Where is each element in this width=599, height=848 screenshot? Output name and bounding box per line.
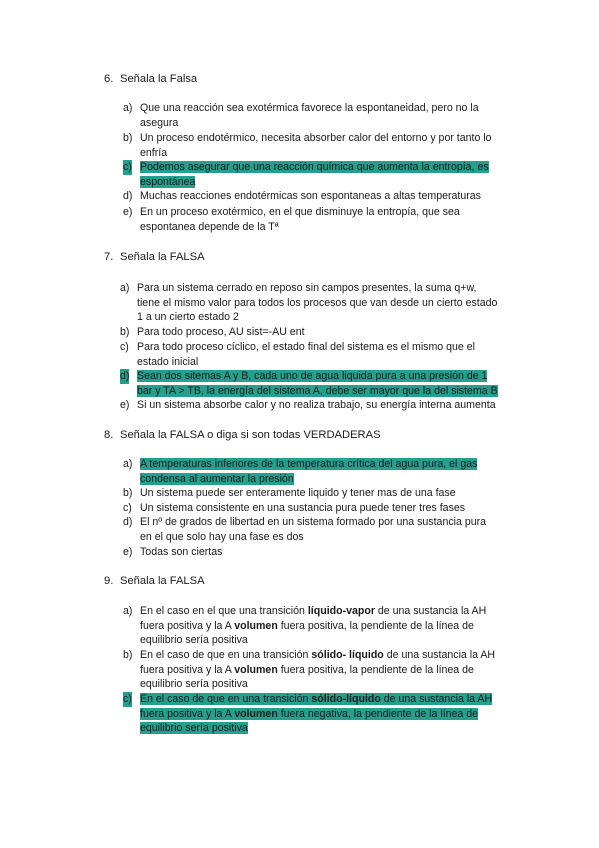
option-line <box>140 633 486 648</box>
option-letter: b) <box>123 132 133 144</box>
question-text: Señala la FALSA o diga si son todas VERDADERAS <box>120 429 381 441</box>
option-line: Un sistema consistente en una sustancia pura puede tener tres fases <box>140 502 466 514</box>
option-text: equilibrio sería positiva <box>140 678 248 691</box>
option-line: asegura <box>140 116 179 129</box>
option-line: En un proceso exotérmico, en el que disminuye la entropía, que sea <box>140 206 460 218</box>
option-line: espontanea depende de la Tª <box>140 220 279 233</box>
option-text: fuera positiva, la pendiente de la línea de <box>277 663 474 676</box>
option-letter: c) <box>123 502 132 514</box>
option-bold-text: sólido- líquido <box>311 649 384 661</box>
option-text: de una sustancia la AH <box>374 605 487 617</box>
option-line: Para todo proceso, AU sist=-AU ent <box>137 326 305 338</box>
option-letter: b) <box>120 326 130 338</box>
option-letter: d) <box>123 190 133 202</box>
option-text: En el caso en el que una transición <box>140 605 308 617</box>
option-bold-text: líquido-vapor <box>307 605 375 617</box>
option-line: en el que solo hay una fase es dos <box>140 530 304 543</box>
option-letter: b) <box>123 487 133 499</box>
option-line: Podemos asegurar que una reacción química que aumenta la entropía, es <box>140 161 489 173</box>
option-letter: a) <box>123 102 133 114</box>
option-line <box>140 619 486 634</box>
option-line <box>140 604 486 619</box>
option-line: enfría <box>140 146 168 159</box>
option-line: tiene el mismo valor para todos los procesos que van desde un cierto estado <box>137 296 498 309</box>
question-number: 8. <box>104 429 114 441</box>
question-number: 6. <box>104 73 114 85</box>
question-number: 9. <box>104 575 114 587</box>
option-bold-text: volumen <box>234 663 278 676</box>
option-line <box>140 677 495 692</box>
option-line: A temperaturas inferiores de la temperatura crítica del agua pura, el gas <box>140 458 478 470</box>
option-text: En el caso de que en una transición <box>140 649 312 661</box>
option-letter: c) <box>120 341 129 353</box>
option-line: Para un sistema cerrado en reposo sin campos presentes, la suma q+w, <box>137 282 477 294</box>
option-letter: e) <box>123 206 133 218</box>
option-text: de una sustancia la AH <box>383 649 496 661</box>
option-line <box>140 648 495 663</box>
option-letter: e) <box>120 399 130 411</box>
option-letter: c) <box>123 161 132 173</box>
option-bold-text: volumen <box>234 707 278 720</box>
option-line: Un sistema puede ser enteramente liquido y tener mas de una fase <box>140 487 456 499</box>
option-letter: e) <box>123 546 133 558</box>
question-text: Señala la FALSA <box>120 251 205 263</box>
question-text: Señala la FALSA <box>120 575 205 587</box>
option-text: fuera positiva y la A <box>140 663 235 676</box>
option-line <box>140 663 495 678</box>
option-letter: d) <box>123 516 133 528</box>
option-line: estado inicial <box>137 355 199 368</box>
option-line: espontánea <box>140 175 196 188</box>
option-bold-text: volumen <box>234 619 278 632</box>
question-title <box>104 250 205 264</box>
option-letter: a) <box>120 282 130 294</box>
option-line: Sean dos sitemas A y B, cada uno de agua liquida pura a una presión de 1 <box>137 370 488 382</box>
option-letter: a) <box>123 605 133 617</box>
option-line: El nº de grados de libertad en un sistema formado por una sustancia pura <box>140 516 487 528</box>
option-line <box>140 692 492 707</box>
option-line: condensa al aumentar la presión <box>140 472 294 485</box>
question-title <box>104 574 205 588</box>
option-letter: d) <box>120 370 130 382</box>
option-letter: a) <box>123 458 133 470</box>
option-line: Si un sistema absorbe calor y no realiza trabajo, su energía interna aumenta <box>137 399 496 411</box>
option-text: fuera positiva, la pendiente de la línea de <box>277 619 474 632</box>
option-line: Para todo proceso cíclico, el estado final del sistema es el mismo que el <box>137 341 475 353</box>
question-title <box>104 428 381 442</box>
question-number: 7. <box>104 251 114 263</box>
question-title <box>104 72 197 86</box>
option-line <box>140 707 492 722</box>
option-text: equilibrio sería positiva <box>140 722 248 735</box>
option-text: fuera negativa, la pendiente de la línea de <box>277 707 479 720</box>
option-bold-text: sólido-líquido <box>311 693 381 705</box>
option-text: de una sustancia la AH <box>380 693 493 705</box>
option-letter: b) <box>123 649 133 661</box>
option-text: En el caso de que en una transición <box>140 693 312 705</box>
question-text: Señala la Falsa <box>120 73 198 85</box>
option-line <box>140 721 492 736</box>
option-text: fuera positiva y la A <box>140 707 235 720</box>
option-letter: c) <box>123 693 132 705</box>
option-line: 1 a un cierto estado 2 <box>137 311 239 324</box>
option-text: fuera positiva y la A <box>140 619 235 632</box>
option-line: Muchas reacciones endotérmicas son espontaneas a altas temperaturas <box>140 190 481 202</box>
option-line: Que una reacción sea exotérmica favorece la espontaneidad, pero no la <box>140 102 479 114</box>
option-line: Un proceso endotérmico, necesita absorber calor del entorno y por tanto lo <box>140 132 492 144</box>
option-text: equilibrio sería positiva <box>140 634 248 647</box>
option-line: Todas son ciertas <box>140 546 223 558</box>
option-line: bar y TA > TB, la energía del sistema A, debe ser mayor que la del sistema B <box>137 384 498 397</box>
